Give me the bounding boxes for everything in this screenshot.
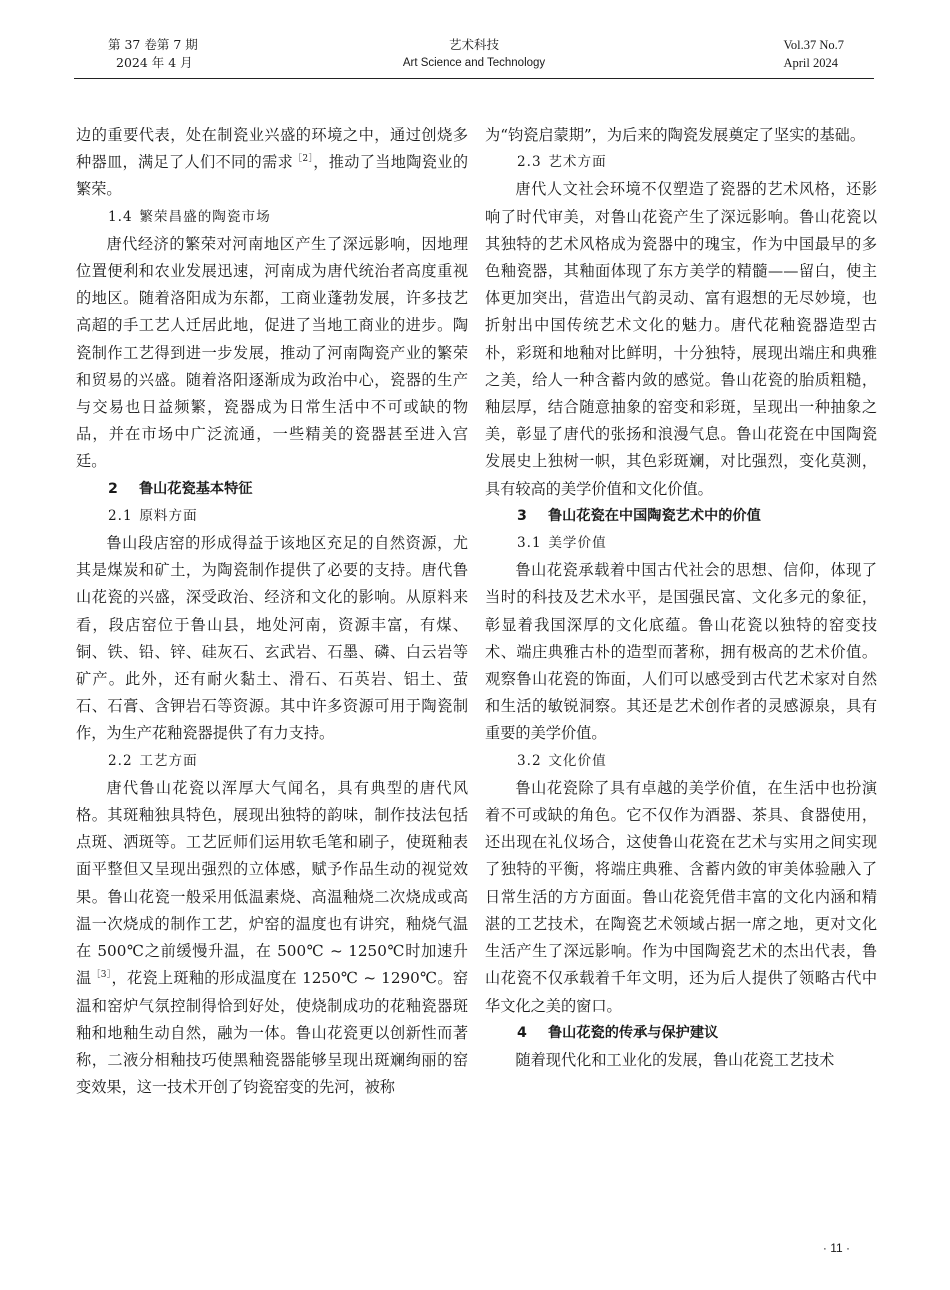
running-header [74,36,874,80]
section-heading-2-3: 2.3 艺术方面 [517,154,607,171]
paragraph: 鲁山花瓷除了具有卓越的美学价值，在生活中也扮演着不可或缺的角色。它不仅作为酒器、茶具、食器使用，还出现在礼仪场合，这使鲁山花瓷在艺术与实用之间实现了独特的平衡，将端庄典雅、含蓄内敛的审美体验融入了日常生活的方方面面。鲁山花瓷凭借丰富的文化内涵和精湛的工艺技术，在陶瓷艺术领域占据一席之地，更对文化生活产生了深远影响。作为中国陶瓷艺术的杰出代表，鲁山花瓷不仅承载着千年文明，还为后人提供了领略古代中华文化之美的窗口。 [485,778,877,1015]
section-heading-3-1: 3.1 美学价值 [517,535,607,552]
section-heading-2: 2 鲁山花瓷基本特征 [108,480,253,497]
page-number: · 11 · [822,1241,850,1255]
header-date-cn: 2024 年 4 月 [116,55,193,70]
section-heading-4: 4 鲁山花瓷的传承与保护建议 [517,1024,719,1041]
header-volume-number-en: Vol.37 No.7 [783,38,844,52]
paragraph: 鲁山段店窑的形成得益于该地区充足的自然资源，尤其是煤炭和矿土，为陶瓷制作提供了必要的支持。唐代鲁山花瓷的兴盛，深受政治、经济和文化的影响。从原料来看，段店窑位于鲁山县，地处河南，资源丰富，有煤、铜、铁、铅、锌、硅灰石、玄武岩、石墨、磷、白云岩等矿产。此外，还有耐火黏土、滑石、石英岩、铝土、萤石、石膏、含钾岩石等资源。其中许多资源可用于陶瓷制作，为生产花釉瓷器提供了有力支持。 [76,534,468,743]
paragraph: 唐代人文社会环境不仅塑造了瓷器的艺术风格，还影响了时代审美，对鲁山花瓷产生了深远影响。鲁山花瓷以其独特的艺术风格成为瓷器中的瑰宝，作为中国最早的多色釉瓷器，其釉面体现了东方美学的精髓——留白，使主体更加突出，营造出气韵灵动、富有遐想的无尽妙境，也折射出中国传统艺术文化的魅力。唐代花釉瓷器造型古朴，彩斑和地釉对比鲜明，十分独特，展现出端庄和典雅之美，给人一种含蓄内敛的感觉。鲁山花瓷的胎质粗糙，釉层厚，结合随意抽象的窑变和彩斑，呈现出一种抽象之美，彰显了唐代的张扬和浪漫气息。鲁山花瓷在中国陶瓷发展史上独树一帜，其色彩斑斓，对比强烈，变化莫测，具有较高的美学价值和文化价值。 [485,180,877,498]
paragraph: 唐代鲁山花瓷以浑厚大气闻名，具有典型的唐代风格。其斑釉独具特色，展现出独特的韵味，制作技法包括点斑、洒斑等。工艺匠师们运用软毛笔和刷子，使斑釉表面平整但又呈现出强烈的立体感，赋予作品生动的视觉效果。鲁山花瓷一般采用低温素烧、高温釉烧二次烧成或高温一次烧成的制作工艺，炉窑的温度也有讲究，釉烧气温在 500℃之前缓慢升温，在 500℃ ~ 1250℃时加速升温$^{[3]}$，花瓷上斑釉的形成温度在 1250℃ ~ 1290℃。窑温和窑炉气氛控制得恰到好处，使烧制成功的花釉瓷器斑釉和地釉生动自然，融为一体。鲁山花瓷更以创新性而著称，二液分相釉技巧使黑釉瓷器能够呈现出斑斓绚丽的窑变效果，这一技术开创了钧瓷窑变的先河，被称 [76,778,469,1097]
paragraph: 随着现代化和工业化的发展，鲁山花瓷工艺技术 [515,1050,835,1069]
header-date-en: April 2024 [783,56,838,70]
paragraph: 唐代经济的繁荣对河南地区产生了深远影响，因地理位置便利和农业发展迅速，河南成为唐代统治者高度重视的地区。随着洛阳成为东都，工商业蓬勃发展，许多技艺高超的手工艺人迁居此地，促进了当地工商业的进步。陶瓷制作工艺得到进一步发展，推动了河南陶瓷产业的繁荣和贸易的兴盛。随着洛阳逐渐成为政治中心，瓷器的生产与交易也日益频繁，瓷器成为日常生活中不可或缺的物品，并在市场中广泛流通，一些精美的瓷器甚至进入宫廷。 [76,234,468,471]
section-heading-3: 3 鲁山花瓷在中国陶瓷艺术中的价值 [517,507,761,524]
citation-ref[interactable]: ［2］ [293,154,314,165]
journal-title-en: Art Science and Technology [402,57,546,69]
paragraph: 为“钧瓷启蒙期”，为后来的陶瓷发展奠定了坚实的基础。 [485,126,866,144]
citation-ref[interactable]: ［3］ [91,970,112,981]
header-volume-en [783,36,844,72]
left-column [76,122,468,1101]
paragraph: 鲁山花瓷承载着中国古代社会的思想、信仰，体现了当时的科技及艺术水平，是国强民富、文化多元的象征，彰显着我国深厚的文化底蕴。鲁山花瓷以独特的窑变技术、端庄典雅古朴的造型而著称，拥有极高的艺术价值。观察鲁山花瓷的饰面，人们可以感受到古代艺术家对自然和生活的敏锐洞察。其还是艺术创作者的灵感源泉，具有重要的美学价值。 [485,561,877,743]
section-heading-2-2: 2.2 工艺方面 [108,752,198,769]
section-heading-1-4: 1.4 繁荣昌盛的陶瓷市场 [108,208,271,225]
journal-title-cn: 艺术科技 [448,37,499,52]
header-rule [74,78,874,79]
header-volume-cn: 第 37 卷第 7 期 [108,37,198,52]
right-column [485,122,877,1074]
paragraph: 边的重要代表，处在制瓷业兴盛的环境之中，通过创烧多种器皿，满足了人们不同的需求$^{[2]}$，推动了当地陶瓷业的繁荣。 [76,126,469,199]
section-heading-2-1: 2.1 原料方面 [108,507,198,524]
header-journal-title [74,36,874,72]
section-heading-3-2: 3.2 文化价值 [517,752,607,769]
